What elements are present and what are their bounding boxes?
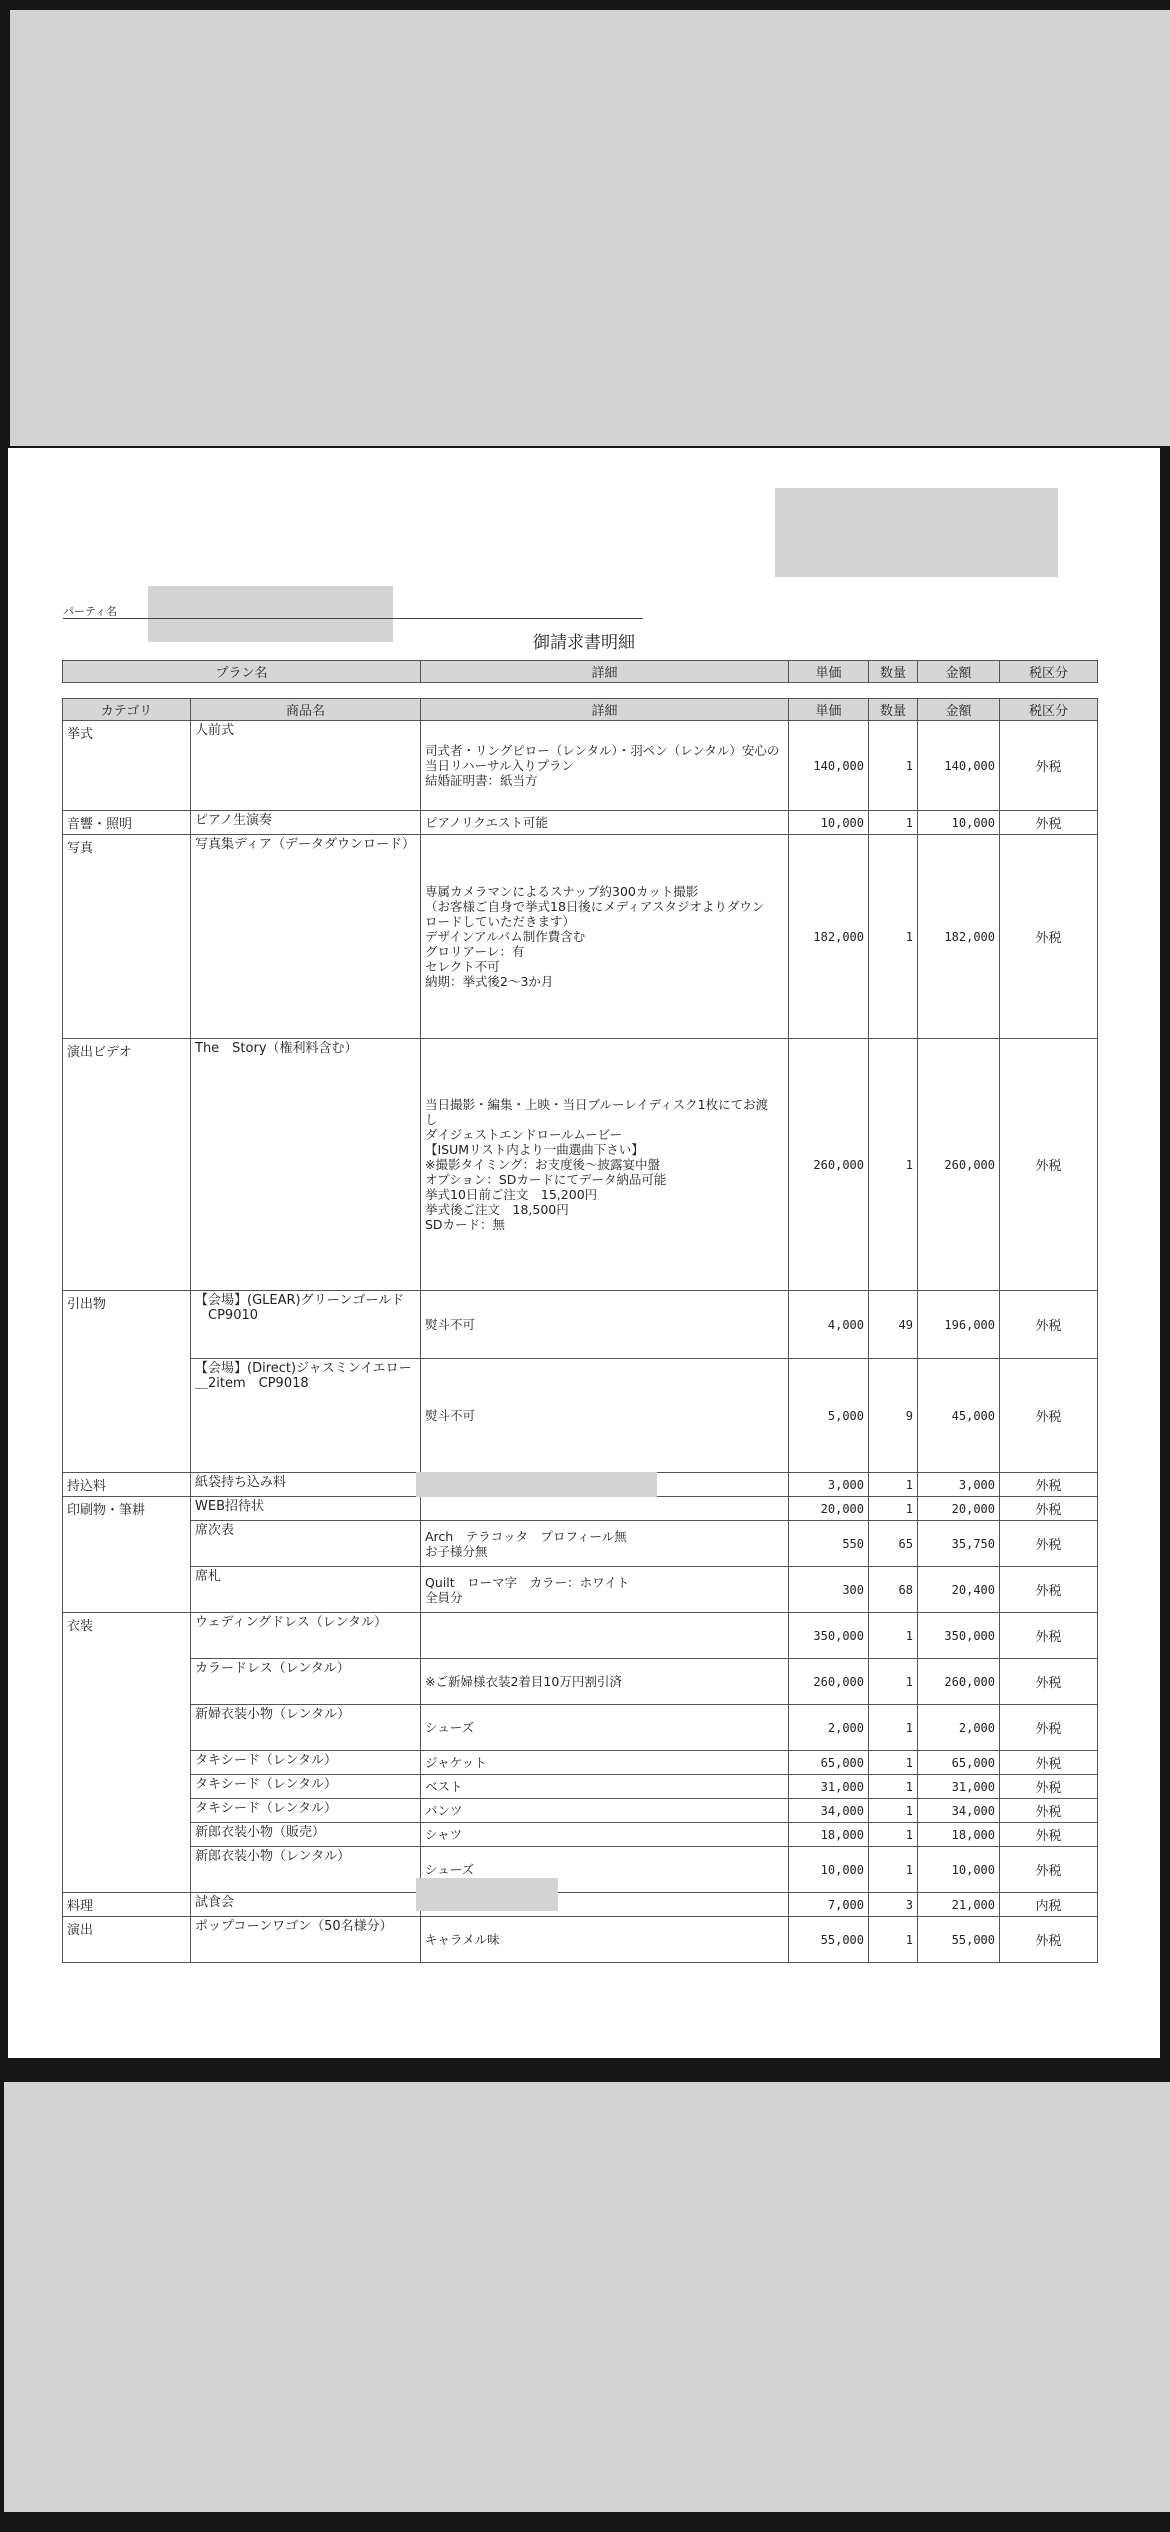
cell-tax: 外税 [1000, 1751, 1098, 1775]
cell-tax: 外税 [1000, 1847, 1098, 1893]
cell-qty: 1 [869, 1775, 918, 1799]
cell-product: タキシード（レンタル） [191, 1775, 421, 1799]
cell-category [63, 1823, 191, 1847]
cell-tax: 外税 [1000, 811, 1098, 835]
cell-detail: 熨斗不可 [421, 1359, 789, 1473]
cell-category [63, 1799, 191, 1823]
cell-detail: 司式者・リングピロー（レンタル）・羽ペン（レンタル）安心の 当日リハーサル入りプラン 結婚証明書：紙当方 [421, 721, 789, 811]
cell-unit-price: 182,000 [789, 835, 869, 1039]
items-header-qty: 数量 [869, 699, 918, 721]
cell-category [63, 1751, 191, 1775]
cell-detail: シャツ [421, 1823, 789, 1847]
cell-product: 紙袋持ち込み料 [191, 1473, 421, 1497]
table-row [63, 1497, 1098, 1521]
table-row [63, 1847, 1098, 1893]
cell-unit-price: 3,000 [789, 1473, 869, 1497]
cell-product: ウェディングドレス（レンタル） [191, 1613, 421, 1659]
cell-product: 席次表 [191, 1521, 421, 1567]
cell-tax: 外税 [1000, 1039, 1098, 1291]
party-name-underline [63, 618, 643, 619]
cell-detail: 専属カメラマンによるスナップ約300カット撮影 （お客様ご自身で挙式18日後にメディアスタジオよりダウン ロードしていただきます） デザインアルバム制作費含む グロリアーレ：有 セレクト不可 納期：挙式後2〜3か月 [421, 835, 789, 1039]
table-row [63, 1567, 1098, 1613]
cell-detail: ※ご新婦様衣装2着目10万円割引済 [421, 1659, 789, 1705]
cell-product: ポップコーンワゴン（50名様分） [191, 1917, 421, 1963]
cell-amount: 18,000 [918, 1823, 1000, 1847]
cell-category [63, 1359, 191, 1473]
cell-tax: 外税 [1000, 1823, 1098, 1847]
cell-product: 新郎衣装小物（レンタル） [191, 1847, 421, 1893]
cell-tax: 外税 [1000, 1705, 1098, 1751]
cell-tax: 外税 [1000, 721, 1098, 811]
cell-unit-price: 65,000 [789, 1751, 869, 1775]
cell-amount: 10,000 [918, 1847, 1000, 1893]
cell-product: カラードレス（レンタル） [191, 1659, 421, 1705]
cell-category: 料理 [63, 1893, 191, 1917]
table-row [63, 1613, 1098, 1659]
cell-unit-price: 7,000 [789, 1893, 869, 1917]
cell-qty: 1 [869, 835, 918, 1039]
cell-tax: 外税 [1000, 1775, 1098, 1799]
items-header-unit-price: 単価 [789, 699, 869, 721]
cell-detail: ピアノリクエスト可能 [421, 811, 789, 835]
redacted-stamp-area [775, 488, 1058, 577]
cell-qty: 9 [869, 1359, 918, 1473]
cell-product: WEB招待状 [191, 1497, 421, 1521]
cell-amount: 45,000 [918, 1359, 1000, 1473]
table-row [63, 1823, 1098, 1847]
cell-category [63, 1521, 191, 1567]
table-row [63, 1659, 1098, 1705]
cell-detail: キャラメル味 [421, 1917, 789, 1963]
cell-category [63, 1705, 191, 1751]
cell-unit-price: 550 [789, 1521, 869, 1567]
items-header-amount: 金額 [918, 699, 1000, 721]
cell-amount: 31,000 [918, 1775, 1000, 1799]
cell-amount: 182,000 [918, 835, 1000, 1039]
items-header-category: カテゴリ [63, 699, 191, 721]
cell-tax: 外税 [1000, 1917, 1098, 1963]
table-row [63, 1039, 1098, 1291]
cell-tax: 外税 [1000, 1473, 1098, 1497]
cell-category [63, 1567, 191, 1613]
cell-category: 挙式 [63, 721, 191, 811]
cell-qty: 1 [869, 1039, 918, 1291]
cell-detail: シューズ [421, 1847, 789, 1893]
cell-qty: 68 [869, 1567, 918, 1613]
cell-detail: ジャケット [421, 1751, 789, 1775]
cell-unit-price: 10,000 [789, 811, 869, 835]
cell-product: 人前式 [191, 721, 421, 811]
table-row [63, 835, 1098, 1039]
cell-amount: 2,000 [918, 1705, 1000, 1751]
cell-tax: 外税 [1000, 835, 1098, 1039]
cell-qty: 1 [869, 811, 918, 835]
cell-qty: 65 [869, 1521, 918, 1567]
cell-amount: 20,400 [918, 1567, 1000, 1613]
cell-detail: Quilt ローマ字 カラー：ホワイト 全員分 [421, 1567, 789, 1613]
cell-unit-price: 260,000 [789, 1039, 869, 1291]
cell-category: 引出物 [63, 1291, 191, 1359]
cell-product: タキシード（レンタル） [191, 1799, 421, 1823]
table-row [63, 1521, 1098, 1567]
cell-tax: 外税 [1000, 1291, 1098, 1359]
cell-unit-price: 350,000 [789, 1613, 869, 1659]
table-row [63, 1291, 1098, 1359]
plan-header-unit-price: 単価 [789, 661, 869, 683]
cell-product: The Story（権利料含む） [191, 1039, 421, 1291]
cell-category: 印刷物・筆耕 [63, 1497, 191, 1521]
cell-amount: 260,000 [918, 1659, 1000, 1705]
cell-category: 演出 [63, 1917, 191, 1963]
cell-tax: 外税 [1000, 1497, 1098, 1521]
cell-amount: 10,000 [918, 811, 1000, 835]
cell-category [63, 1775, 191, 1799]
cell-unit-price: 140,000 [789, 721, 869, 811]
table-row [63, 1917, 1098, 1963]
cell-tax: 外税 [1000, 1799, 1098, 1823]
cell-qty: 1 [869, 1705, 918, 1751]
cell-category: 写真 [63, 835, 191, 1039]
cell-product: 【会場】(Direct)ジャスミンイエロー ＿2item CP9018 [191, 1359, 421, 1473]
cell-qty: 1 [869, 1917, 918, 1963]
cell-detail: Arch テラコッタ プロフィール無 お子様分無 [421, 1521, 789, 1567]
cell-amount: 260,000 [918, 1039, 1000, 1291]
items-header-product: 商品名 [191, 699, 421, 721]
cell-amount: 140,000 [918, 721, 1000, 811]
cell-qty: 49 [869, 1291, 918, 1359]
cell-unit-price: 5,000 [789, 1359, 869, 1473]
cell-product: 【会場】(GLEAR)グリーンゴールド CP9010 [191, 1291, 421, 1359]
plan-header-tax: 税区分 [1000, 661, 1098, 683]
items-table-body [63, 721, 1098, 1963]
cell-unit-price: 20,000 [789, 1497, 869, 1521]
party-name-label: パーティ名 [63, 605, 118, 618]
cell-amount: 3,000 [918, 1473, 1000, 1497]
cell-unit-price: 31,000 [789, 1775, 869, 1799]
cell-amount: 20,000 [918, 1497, 1000, 1521]
table-row [63, 1775, 1098, 1799]
cell-qty: 1 [869, 1823, 918, 1847]
cell-product: 写真集ディア（データダウンロード） [191, 835, 421, 1039]
cell-tax: 外税 [1000, 1613, 1098, 1659]
table-row [63, 721, 1098, 811]
items-table [62, 698, 1098, 1963]
plan-table [62, 660, 1098, 683]
plan-table-header [63, 661, 1098, 683]
plan-header-plan-name: プラン名 [63, 661, 421, 683]
redacted-top-band [10, 10, 1170, 446]
cell-qty: 3 [869, 1893, 918, 1917]
cell-unit-price: 18,000 [789, 1823, 869, 1847]
cell-unit-price: 4,000 [789, 1291, 869, 1359]
table-row [63, 1359, 1098, 1473]
cell-amount: 35,750 [918, 1521, 1000, 1567]
cell-category: 衣装 [63, 1613, 191, 1659]
cell-detail: パンツ [421, 1799, 789, 1823]
table-row [63, 1751, 1098, 1775]
plan-header-detail: 詳細 [421, 661, 789, 683]
cell-unit-price: 34,000 [789, 1799, 869, 1823]
cell-amount: 34,000 [918, 1799, 1000, 1823]
cell-qty: 1 [869, 1799, 918, 1823]
cell-product: 新郎衣装小物（販売） [191, 1823, 421, 1847]
table-row [63, 1799, 1098, 1823]
cell-qty: 1 [869, 721, 918, 811]
cell-qty: 1 [869, 1473, 918, 1497]
plan-header-qty: 数量 [869, 661, 918, 683]
document-title: 御請求書明細 [533, 633, 635, 653]
cell-detail [421, 1613, 789, 1659]
cell-amount: 21,000 [918, 1893, 1000, 1917]
cell-category: 演出ビデオ [63, 1039, 191, 1291]
cell-unit-price: 10,000 [789, 1847, 869, 1893]
cell-detail: シューズ [421, 1705, 789, 1751]
cell-detail: 熨斗不可 [421, 1291, 789, 1359]
cell-product: 新婦衣装小物（レンタル） [191, 1705, 421, 1751]
cell-amount: 196,000 [918, 1291, 1000, 1359]
redacted-tasting-detail [416, 1878, 558, 1911]
cell-unit-price: 300 [789, 1567, 869, 1613]
cell-unit-price: 260,000 [789, 1659, 869, 1705]
cell-amount: 65,000 [918, 1751, 1000, 1775]
cell-tax: 外税 [1000, 1567, 1098, 1613]
cell-tax: 内税 [1000, 1893, 1098, 1917]
cell-tax: 外税 [1000, 1659, 1098, 1705]
invoice-page [8, 448, 1160, 2058]
cell-detail: ベスト [421, 1775, 789, 1799]
cell-tax: 外税 [1000, 1521, 1098, 1567]
cell-unit-price: 2,000 [789, 1705, 869, 1751]
cell-tax: 外税 [1000, 1359, 1098, 1473]
table-row [63, 1893, 1098, 1917]
cell-qty: 1 [869, 1751, 918, 1775]
cell-amount: 55,000 [918, 1917, 1000, 1963]
cell-category [63, 1659, 191, 1705]
cell-product: 席札 [191, 1567, 421, 1613]
redacted-bottom-band [4, 2082, 1170, 2512]
items-header-detail: 詳細 [421, 699, 789, 721]
cell-unit-price: 55,000 [789, 1917, 869, 1963]
cell-qty: 1 [869, 1613, 918, 1659]
cell-product: タキシード（レンタル） [191, 1751, 421, 1775]
cell-qty: 1 [869, 1659, 918, 1705]
cell-category [63, 1847, 191, 1893]
cell-product: 試食会 [191, 1893, 421, 1917]
items-table-header [63, 699, 1098, 721]
cell-product: ピアノ生演奏 [191, 811, 421, 835]
cell-detail: 当日撮影・編集・上映・当日ブルーレイディスク1枚にてお渡 し ダイジェストエンドロールムービー 【ISUMリスト内より一曲選曲下さい】 ※撮影タイミング：お支度後〜披露宴中盤 オプション：SDカードにてデータ納品可能 挙式10日前ご注文 15,200円 挙式後ご注文 18,500円 SDカード：無 [421, 1039, 789, 1291]
cell-qty: 1 [869, 1847, 918, 1893]
table-row [63, 1705, 1098, 1751]
redacted-carry-in-detail [416, 1472, 657, 1497]
cell-category: 音響・照明 [63, 811, 191, 835]
plan-header-amount: 金額 [918, 661, 1000, 683]
table-row [63, 811, 1098, 835]
items-header-tax: 税区分 [1000, 699, 1098, 721]
cell-amount: 350,000 [918, 1613, 1000, 1659]
cell-category: 持込料 [63, 1473, 191, 1497]
cell-qty: 1 [869, 1497, 918, 1521]
cell-detail [421, 1497, 789, 1521]
